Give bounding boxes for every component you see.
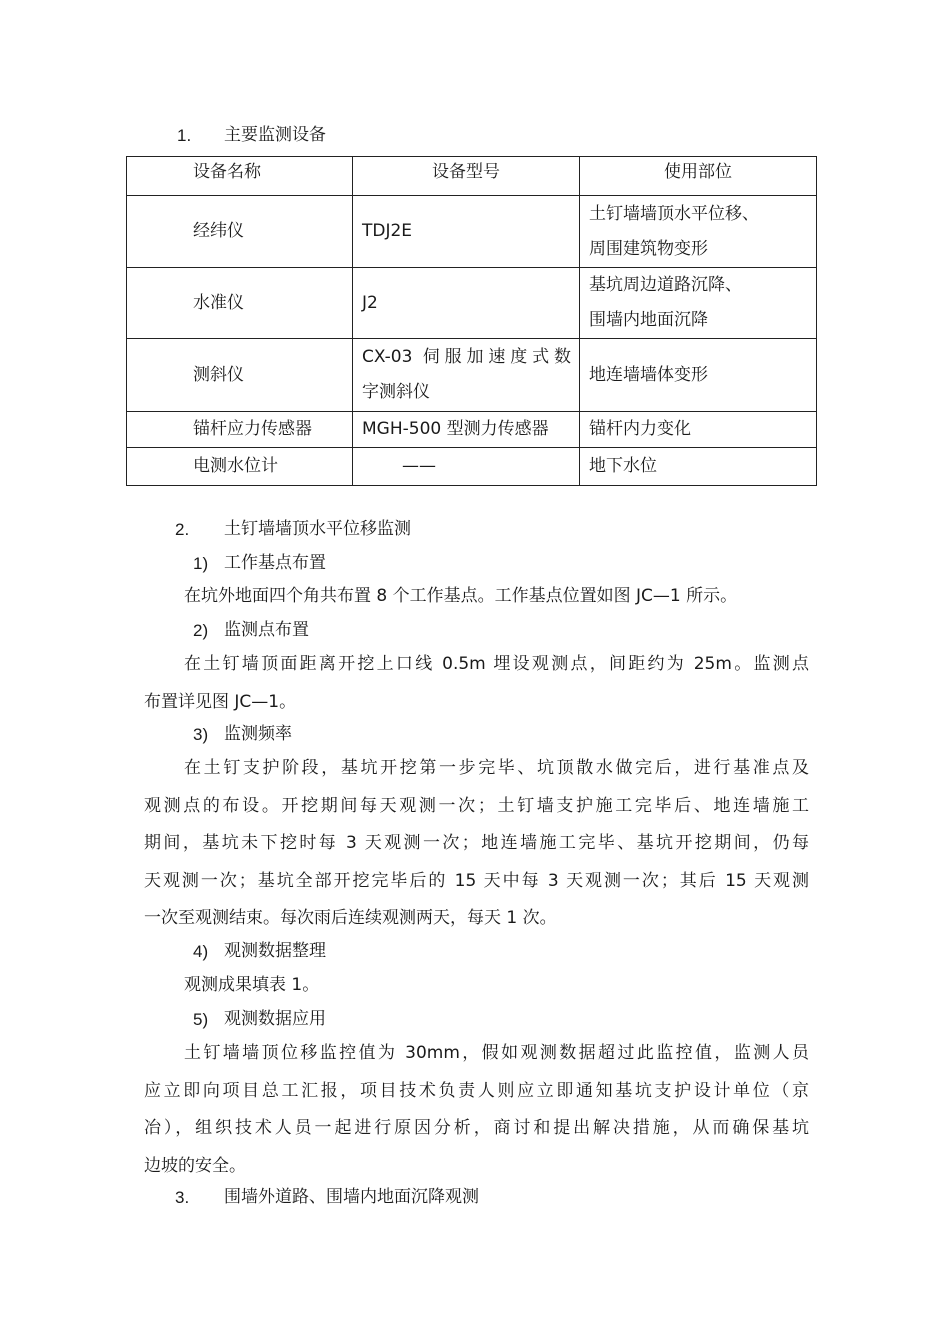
usage-line: 地下水位 <box>589 456 657 476</box>
section-2-title: 土钉墙墙顶水平位移监测 <box>224 519 411 539</box>
item-3-paragraph <box>144 750 809 938</box>
item-2-title: 监测点布置 <box>224 620 309 640</box>
usage-line: 锚杆内力变化 <box>589 419 691 439</box>
section-3-title: 围墙外道路、围墙内地面沉降观测 <box>224 1187 479 1207</box>
equipment-usage <box>580 196 817 268</box>
equipment-usage <box>580 268 817 339</box>
header-name: 设备名称 <box>127 157 353 196</box>
section-2-number: 2. <box>175 520 190 539</box>
equipment-model <box>353 339 580 412</box>
model-text: MGH-500 型测力传感器 <box>362 419 549 439</box>
model-text: J2 <box>362 292 378 313</box>
equipment-name: 锚杆应力传感器 <box>127 412 353 448</box>
item-4-text: 观测成果填表 1。 <box>184 975 320 995</box>
header-usage: 使用部位 <box>580 157 817 196</box>
usage-line: 围墙内地面沉降 <box>589 310 708 330</box>
table-row <box>127 268 817 339</box>
table-row <box>127 339 817 412</box>
paragraph-line: 边坡的安全。 <box>144 1155 246 1176</box>
model-line: 字测斜仪 <box>362 382 430 402</box>
paragraph-line: 土钉墙墙顶位移监控值为 30mm，假如观测数据超过此监控值，监测人员 <box>184 1043 809 1063</box>
item-1-title: 工作基点布置 <box>224 553 326 573</box>
usage-line: 地连墙墙体变形 <box>589 364 708 385</box>
paragraph-line: 在土钉支护阶段，基坑开挖第一步完毕、坑顶散水做完后，进行基准点及 <box>184 758 809 778</box>
paragraph-line: 观测点的布设。开挖期间每天观测一次；土钉墙支护施工完毕后、地连墙施工 <box>144 795 809 816</box>
section-1-number: 1. <box>177 126 192 145</box>
paragraph-line: 期间，基坑未下挖时每 3 天观测一次；地连墙施工完毕、基坑开挖期间，仍每 <box>144 833 809 853</box>
equipment-model <box>353 412 580 448</box>
paragraph-line: 天观测一次；基坑全部开挖完毕后的 15 天中每 3 天观测一次；其后 15 天观测 <box>144 870 809 891</box>
section-3-number: 3. <box>175 1188 190 1207</box>
model-line: CX-03 伺服加速度式数 <box>362 347 571 367</box>
usage-line: 基坑周边道路沉降、 <box>589 275 742 295</box>
model-text: —— <box>402 456 436 476</box>
usage-line: 周围建筑物变形 <box>589 238 708 259</box>
header-model: 设备型号 <box>353 157 580 196</box>
equipment-model <box>353 196 580 268</box>
item-4-title: 观测数据整理 <box>224 941 326 961</box>
item-1-number: 1) <box>193 554 209 573</box>
paragraph-line: 在土钉墙顶面距离开挖上口线 0.5m 埋设观测点，间距约为 25m。监测点 <box>184 654 809 674</box>
equipment-usage <box>580 448 817 486</box>
equipment-model <box>353 448 580 486</box>
equipment-usage <box>580 339 817 412</box>
usage-line: 土钉墙墙顶水平位移、 <box>589 203 759 224</box>
item-4-number: 4) <box>193 942 209 961</box>
model-text: TDJ2E <box>362 221 413 241</box>
equipment-table <box>126 156 817 486</box>
item-5-number: 5) <box>193 1010 209 1029</box>
item-5-paragraph <box>144 1035 809 1185</box>
paragraph-line: 冶），组织技术人员一起进行原因分析，商讨和提出解决措施，从而确保基坑 <box>144 1118 809 1138</box>
equipment-model <box>353 268 580 339</box>
section-1-title: 主要监测设备 <box>224 125 326 145</box>
paragraph-line: 应立即向项目总工汇报，项目技术负责人则应立即通知基坑支护设计单位（京 <box>144 1080 809 1101</box>
table-row <box>127 448 817 486</box>
table-row <box>127 412 817 448</box>
equipment-name: 水准仪 <box>127 268 353 339</box>
item-2-number: 2) <box>193 621 209 640</box>
item-3-title: 监测频率 <box>224 724 292 744</box>
equipment-name: 电测水位计 <box>127 448 353 486</box>
equipment-name: 经纬仪 <box>127 196 353 268</box>
paragraph-line: 布置详见图 JC—1。 <box>144 691 297 712</box>
equipment-usage <box>580 412 817 448</box>
table-row <box>127 196 817 268</box>
item-1-text: 在坑外地面四个角共布置 8 个工作基点。工作基点位置如图 JC—1 所示。 <box>184 586 738 606</box>
item-2-paragraph <box>144 646 809 721</box>
equipment-name: 测斜仪 <box>127 339 353 412</box>
item-3-number: 3) <box>193 725 209 744</box>
paragraph-line: 一次至观测结束。每次雨后连续观测两天，每天 1 次。 <box>144 908 557 928</box>
item-5-title: 观测数据应用 <box>224 1009 326 1029</box>
table-header-row <box>127 157 817 196</box>
